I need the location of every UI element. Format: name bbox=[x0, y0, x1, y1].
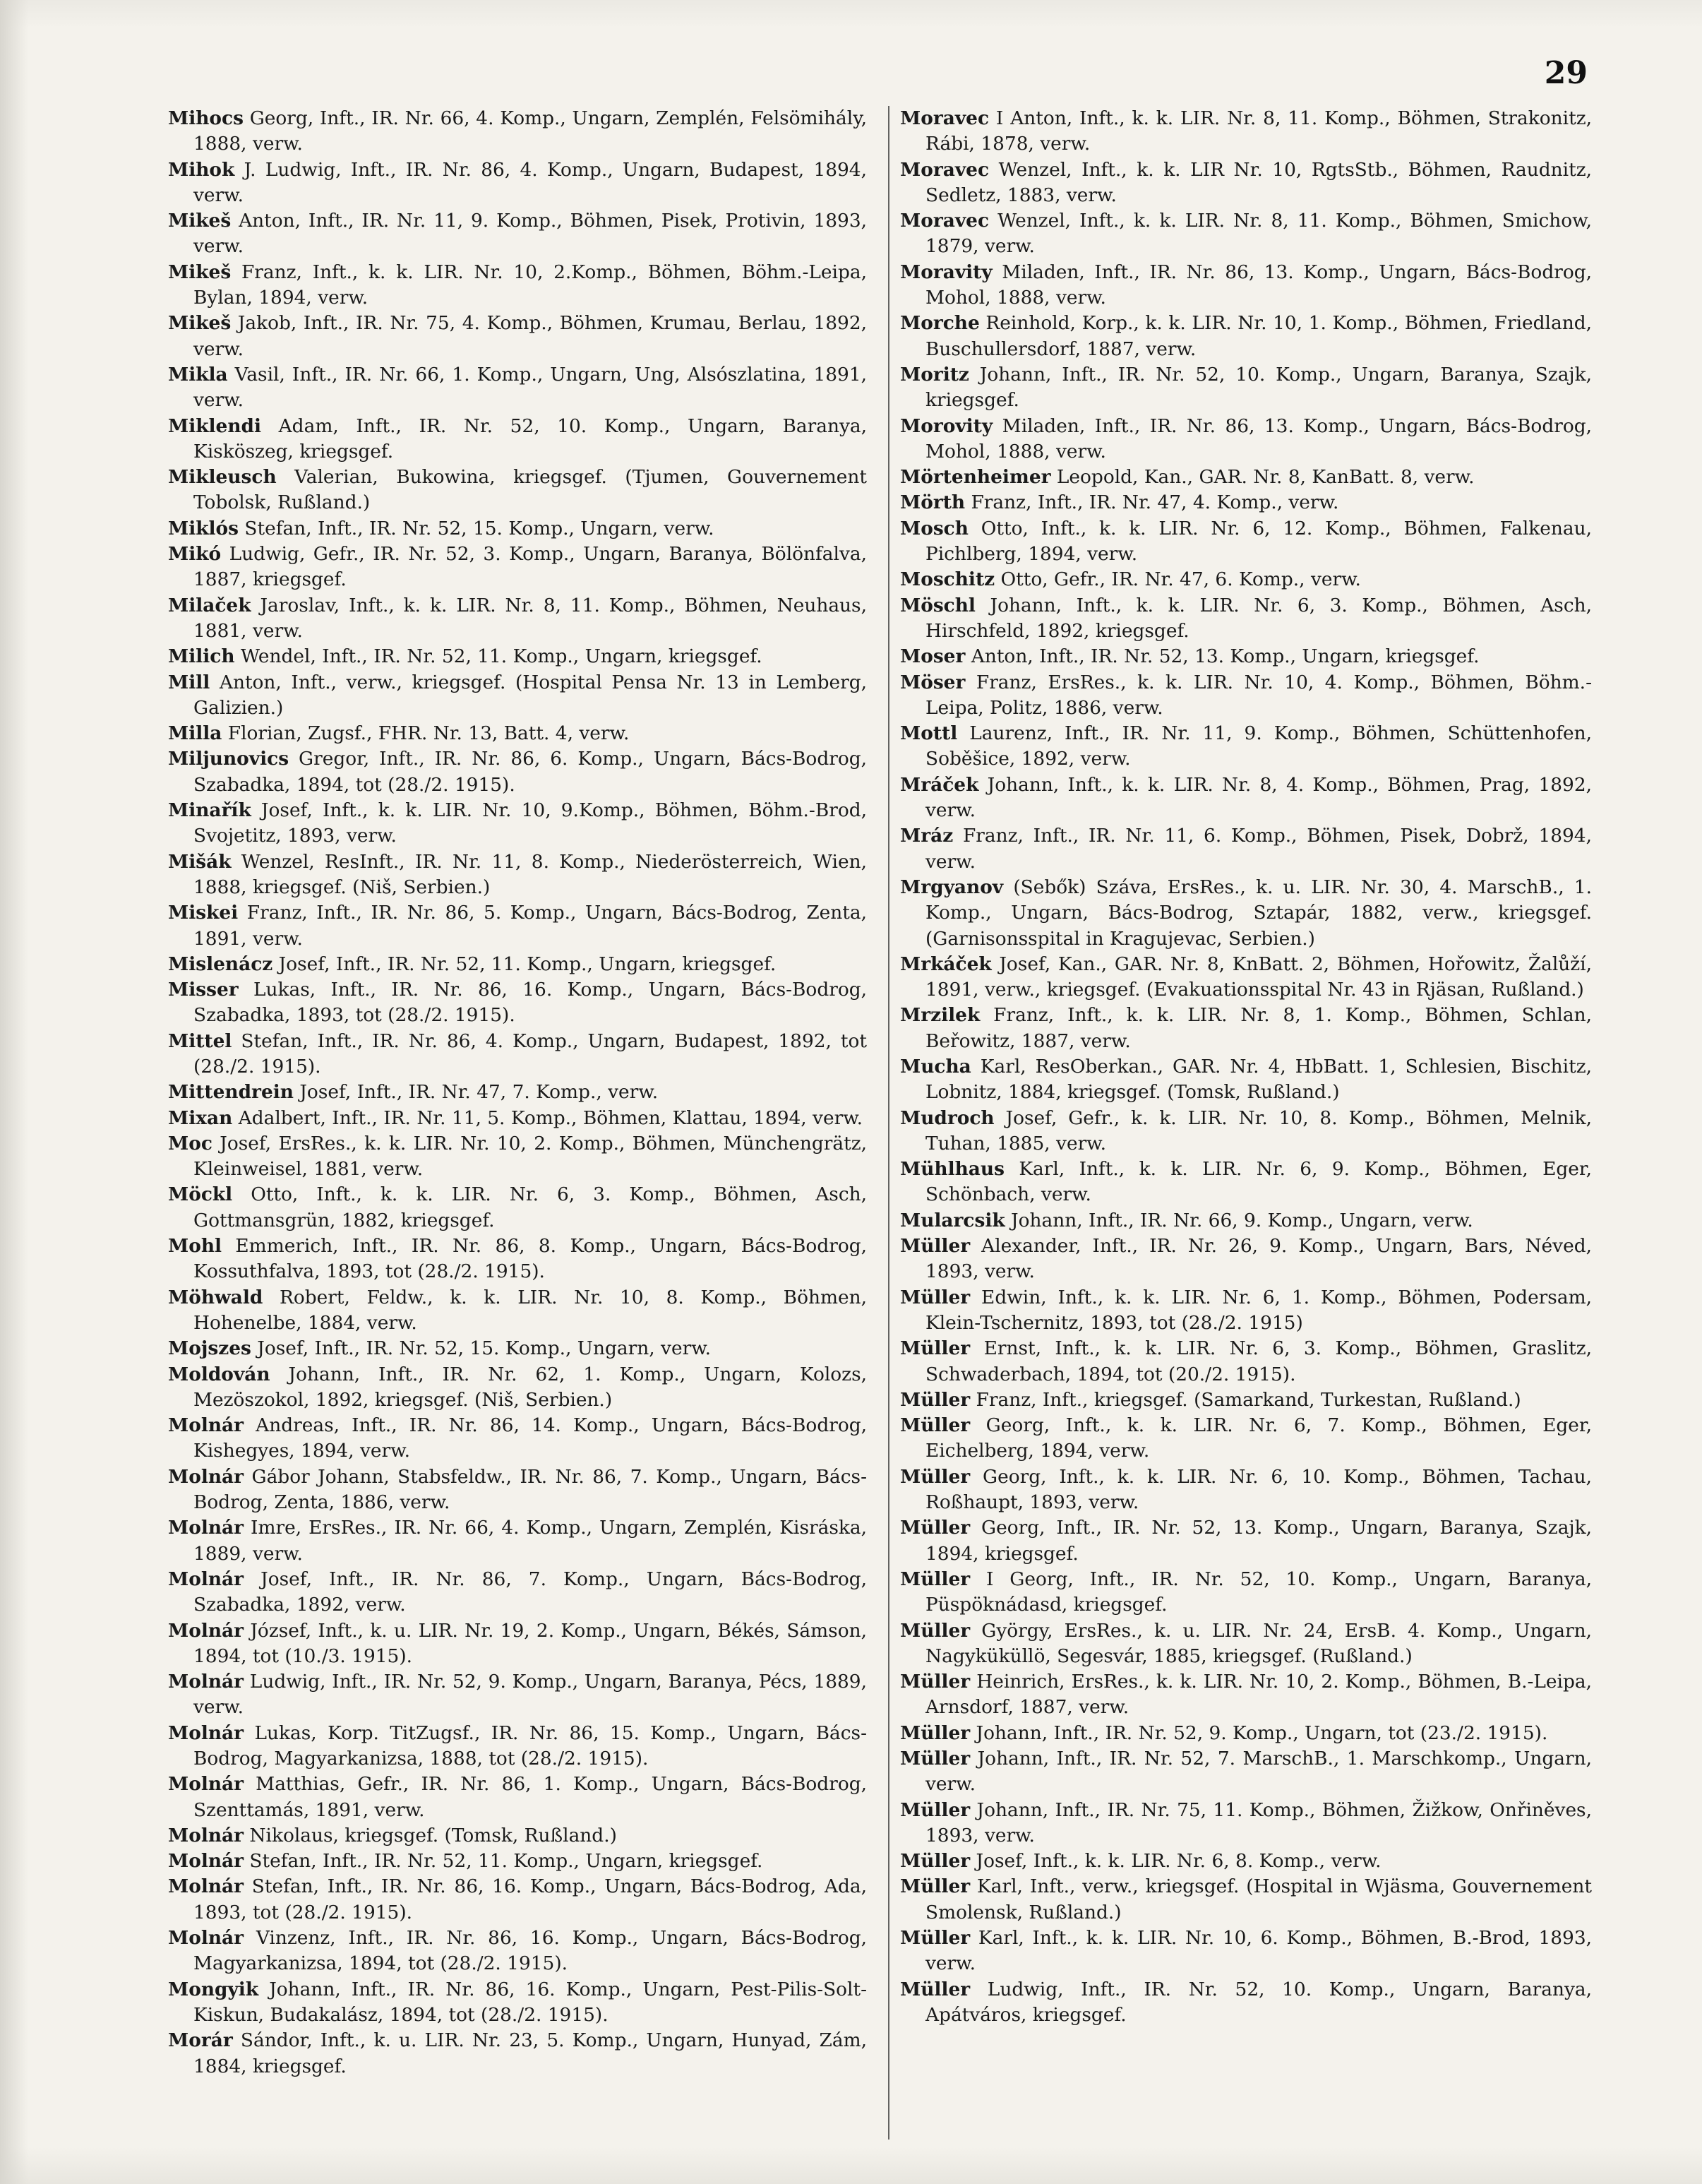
entry-details: Sándor, Inft., k. u. LIR. Nr. 23, 5. Komp., Ungarn, Hunyad, Zám, 1884, kriegsgef. bbox=[193, 2029, 867, 2077]
list-entry bbox=[900, 1669, 1592, 1721]
list-entry bbox=[168, 1618, 867, 1670]
list-entry bbox=[168, 670, 867, 722]
page-number: 29 bbox=[1544, 55, 1588, 91]
list-entry bbox=[900, 106, 1592, 157]
entry-surname: Miskei bbox=[168, 902, 239, 924]
entry-details: Georg, Inft., IR. Nr. 66, 4. Komp., Ungarn, Zemplén, Felsömihály, 1888, verw. bbox=[193, 107, 867, 155]
entry-details: Gregor, Inft., IR. Nr. 86, 6. Komp., Ungarn, Bács-Bodrog, Szabadka, 1894, tot (28./2. 1915). bbox=[193, 748, 867, 796]
list-entry bbox=[168, 977, 867, 1029]
list-entry bbox=[900, 644, 1592, 669]
list-entry bbox=[168, 1413, 867, 1464]
entry-surname: Mudroch bbox=[900, 1106, 995, 1129]
entry-surname: Morovity bbox=[900, 414, 993, 437]
list-entry bbox=[168, 1464, 867, 1516]
entry-details: Johann, Inft., IR. Nr. 52, 7. MarschB., 1. Marschkomp., Ungarn, verw. bbox=[925, 1748, 1592, 1796]
entry-details: Franz, Inft., kriegsgef. (Samarkand, Turkestan, Rußland.) bbox=[970, 1388, 1521, 1411]
entry-surname: Molnár bbox=[168, 1517, 244, 1539]
entry-details: Stefan, Inft., IR. Nr. 52, 11. Komp., Ungarn, kriegsgef. bbox=[244, 1850, 763, 1873]
list-entry bbox=[168, 2028, 867, 2079]
entry-details: Georg, Inft., k. k. LIR. Nr. 6, 7. Komp., Böhmen, Eger, Eichelberg, 1894, verw. bbox=[925, 1414, 1592, 1462]
entry-surname: Moldován bbox=[168, 1363, 270, 1385]
list-entry bbox=[168, 1182, 867, 1234]
list-entry bbox=[168, 1029, 867, 1080]
entry-details: Imre, ErsRes., IR. Nr. 66, 4. Komp., Ungarn, Zemplén, Kisráska, 1889, verw. bbox=[193, 1517, 867, 1565]
list-entry bbox=[900, 567, 1592, 592]
entry-details: I Anton, Inft., k. k. LIR. Nr. 8, 11. Komp., Böhmen, Strakonitz, Rábi, 1878, verw. bbox=[925, 107, 1592, 155]
entry-details: Ludwig, Gefr., IR. Nr. 52, 3. Komp., Ungarn, Baranya, Bölönfalva, 1887, kriegsgef. bbox=[193, 543, 867, 591]
entry-surname: Möser bbox=[900, 671, 966, 693]
entry-details: Nikolaus, kriegsgef. (Tomsk, Rußland.) bbox=[244, 1824, 617, 1846]
entry-details: Otto, Inft., k. k. LIR. Nr. 6, 12. Komp., Böhmen, Falkenau, Pichlberg, 1894, verw. bbox=[925, 517, 1592, 566]
entry-details: Karl, ResOberkan., GAR. Nr. 4, HbBatt. 1, Schlesien, Bischitz, Lobnitz, 1884, kriegsgef. (Tomsk, Rußland.) bbox=[925, 1055, 1592, 1104]
entry-surname: Miklendi bbox=[168, 414, 262, 437]
list-entry bbox=[168, 1874, 867, 1926]
entry-surname: Mikeš bbox=[168, 261, 232, 283]
entry-details: Johann, Inft., IR. Nr. 66, 9. Komp., Ungarn, verw. bbox=[1005, 1209, 1473, 1231]
entry-details: Wendel, Inft., IR. Nr. 52, 11. Komp., Ungarn, kriegsgef. bbox=[234, 645, 762, 668]
entry-details: Stefan, Inft., IR. Nr. 86, 16. Komp., Ungarn, Bács-Bodrog, Ada, 1893, tot (28./2. 1915). bbox=[193, 1875, 867, 1923]
list-entry bbox=[900, 490, 1592, 515]
entry-details: Vasil, Inft., IR. Nr. 66, 1. Komp., Ungarn, Ung, Alsószlatina, 1891, verw. bbox=[193, 363, 867, 412]
entry-details: Wenzel, Inft., k. k. LIR. Nr. 8, 11. Komp., Böhmen, Smichow, 1879, verw. bbox=[925, 210, 1592, 258]
list-entry bbox=[900, 311, 1592, 362]
entry-surname: Müller bbox=[900, 1850, 971, 1873]
entry-details: Laurenz, Inft., IR. Nr. 11, 9. Komp., Böhmen, Schüttenhofen, Soběšice, 1892, verw. bbox=[925, 722, 1592, 770]
list-entry bbox=[168, 1285, 867, 1337]
entry-details: Stefan, Inft., IR. Nr. 52, 15. Komp., Ungarn, verw. bbox=[239, 517, 714, 539]
entry-surname: Möschl bbox=[900, 594, 976, 616]
list-entry bbox=[168, 362, 867, 414]
entry-surname: Müller bbox=[900, 1748, 971, 1770]
entry-surname: Molnár bbox=[168, 1721, 244, 1744]
entry-surname: Misser bbox=[168, 979, 239, 1001]
list-entry bbox=[168, 1926, 867, 1977]
entry-details: Franz, Inft., k. k. LIR. Nr. 8, 1. Komp., Böhmen, Schlan, Beřowitz, 1887, verw. bbox=[925, 1004, 1592, 1052]
list-entry bbox=[900, 875, 1592, 952]
entry-surname: Molnár bbox=[168, 1850, 244, 1873]
entry-surname: Müller bbox=[900, 1619, 971, 1642]
list-entry bbox=[900, 516, 1592, 568]
entry-details: Lukas, Inft., IR. Nr. 86, 16. Komp., Ungarn, Bács-Bodrog, Szabadka, 1893, tot (28./2. 1915). bbox=[193, 979, 867, 1027]
entry-surname: Mikleusch bbox=[168, 466, 277, 489]
entry-surname: Mihok bbox=[168, 158, 235, 181]
entry-details: Emmerich, Inft., IR. Nr. 86, 8. Komp., Ungarn, Bács-Bodrog, Kossuthfalva, 1893, tot (28./2. 1915). bbox=[193, 1235, 867, 1283]
list-entry bbox=[168, 1772, 867, 1823]
entry-details: Johann, Inft., IR. Nr. 86, 16. Komp., Ungarn, Pest-Pilis-Solt-Kiskun, Budakalász, 1894, tot (28./2. 1915). bbox=[193, 1978, 867, 2026]
list-entry bbox=[900, 1336, 1592, 1388]
list-entry bbox=[168, 593, 867, 645]
list-entry bbox=[900, 1977, 1592, 2029]
entry-details: Wenzel, Inft., k. k. LIR Nr. 10, RgtsStb., Böhmen, Raudnitz, Sedletz, 1883, verw. bbox=[925, 158, 1592, 206]
entry-details: Johann, Inft., IR. Nr. 52, 10. Komp., Ungarn, Baranya, Szajk, kriegsgef. bbox=[925, 363, 1592, 412]
list-entry bbox=[900, 1003, 1592, 1054]
entry-details: Karl, Inft., k. k. LIR. Nr. 10, 6. Komp., Böhmen, B.-Brod, 1893, verw. bbox=[925, 1927, 1592, 1975]
left-column bbox=[168, 106, 867, 2079]
entry-surname: Moravec bbox=[900, 210, 990, 232]
list-entry bbox=[168, 644, 867, 669]
entry-details: Miladen, Inft., IR. Nr. 86, 13. Komp., Ungarn, Bács-Bodrog, Mohol, 1888, verw. bbox=[925, 261, 1592, 309]
entry-surname: Müller bbox=[900, 1927, 971, 1950]
entry-details: Otto, Gefr., IR. Nr. 47, 6. Komp., verw. bbox=[995, 568, 1361, 591]
list-entry bbox=[900, 1798, 1592, 1849]
entry-surname: Moser bbox=[900, 645, 966, 668]
entry-surname: Molnár bbox=[168, 1414, 244, 1437]
entry-details: Josef, Inft., IR. Nr. 52, 11. Komp., Ungarn, kriegsgef. bbox=[272, 953, 777, 975]
list-entry bbox=[900, 1567, 1592, 1618]
list-entry bbox=[900, 1464, 1592, 1516]
entry-details: Leopold, Kan., GAR. Nr. 8, KanBatt. 8, verw. bbox=[1050, 466, 1475, 489]
entry-surname: Mörth bbox=[900, 491, 966, 514]
entry-surname: Müller bbox=[900, 1978, 971, 2000]
entry-surname: Müller bbox=[900, 1286, 971, 1308]
entry-surname: Milla bbox=[168, 722, 222, 745]
entry-details: Heinrich, ErsRes., k. k. LIR. Nr. 10, 2. Komp., Böhmen, B.-Leipa, Arnsdorf, 1887, verw. bbox=[925, 1671, 1592, 1719]
entry-surname: Moravec bbox=[900, 107, 990, 129]
list-entry bbox=[900, 772, 1592, 824]
entry-surname: Müller bbox=[900, 1388, 971, 1411]
entry-details: Otto, Inft., k. k. LIR. Nr. 6, 3. Komp., Böhmen, Asch, Gottmansgrün, 1882, kriegsgef. bbox=[193, 1183, 867, 1231]
entry-surname: Mrkáček bbox=[900, 953, 992, 975]
entry-surname: Müller bbox=[900, 1235, 971, 1258]
entry-surname: Moc bbox=[168, 1132, 212, 1154]
list-entry bbox=[168, 542, 867, 593]
entry-details: Georg, Inft., IR. Nr. 52, 13. Komp., Ungarn, Baranya, Szajk, 1894, kriegsgef. bbox=[925, 1517, 1592, 1565]
list-entry bbox=[900, 1849, 1592, 1874]
entry-surname: Mikó bbox=[168, 543, 222, 566]
entry-details: Jakob, Inft., IR. Nr. 75, 4. Komp., Böhmen, Krumau, Berlau, 1892, verw. bbox=[193, 312, 867, 360]
list-entry bbox=[900, 260, 1592, 311]
entry-surname: Mongyik bbox=[168, 1978, 259, 2000]
entry-surname: Müller bbox=[900, 1671, 971, 1693]
list-entry bbox=[168, 1669, 867, 1721]
entry-surname: Moritz bbox=[900, 363, 969, 386]
column-divider bbox=[888, 106, 889, 2140]
entry-details: Ludwig, Inft., IR. Nr. 52, 10. Komp., Ungarn, Baranya, Apátváros, kriegsgef. bbox=[925, 1978, 1592, 2026]
entry-details: Franz, Inft., IR. Nr. 86, 5. Komp., Ungarn, Bács-Bodrog, Zenta, 1891, verw. bbox=[193, 902, 867, 950]
entry-details: Josef, Inft., k. k. LIR. Nr. 10, 9.Komp., Böhmen, Böhm.-Brod, Svojetitz, 1893, verw. bbox=[193, 799, 867, 847]
entry-surname: Mislenácz bbox=[168, 953, 273, 975]
entry-details: Wenzel, ResInft., IR. Nr. 11, 8. Komp., Niederösterreich, Wien, 1888, kriegsgef. (Niš, Serbien.) bbox=[193, 850, 867, 898]
entry-surname: Mrzilek bbox=[900, 1004, 981, 1027]
entry-details: Anton, Inft., IR. Nr. 52, 13. Komp., Ungarn, kriegsgef. bbox=[965, 645, 1480, 668]
entry-details: Jaroslav, Inft., k. k. LIR. Nr. 8, 11. Komp., Böhmen, Neuhaus, 1881, verw. bbox=[193, 594, 867, 642]
list-entry bbox=[168, 260, 867, 311]
entry-details: Johann, Inft., IR. Nr. 75, 11. Komp., Böhmen, Žižkow, Onřiněves, 1893, verw. bbox=[925, 1798, 1592, 1846]
list-entry bbox=[900, 1721, 1592, 1746]
entry-surname: Mittendrein bbox=[168, 1081, 294, 1104]
list-entry bbox=[900, 1157, 1592, 1208]
entry-surname: Miljunovics bbox=[168, 748, 289, 770]
list-entry bbox=[168, 952, 867, 977]
entry-details: Ernst, Inft., k. k. LIR. Nr. 6, 3. Komp., Böhmen, Graslitz, Schwaderbach, 1894, tot (20./2. 1915). bbox=[925, 1337, 1592, 1385]
list-entry bbox=[168, 900, 867, 952]
entry-surname: Molnár bbox=[168, 1465, 244, 1488]
list-entry bbox=[900, 1054, 1592, 1106]
entry-details: Josef, ErsRes., k. k. LIR. Nr. 10, 2. Komp., Böhmen, Münchengrätz, Kleinweisel, 1881, verw. bbox=[193, 1132, 867, 1181]
list-entry bbox=[168, 746, 867, 798]
entry-details: Florian, Zugsf., FHR. Nr. 13, Batt. 4, verw. bbox=[222, 722, 630, 745]
entry-details: Franz, Inft., IR. Nr. 11, 6. Komp., Böhmen, Pisek, Dobrž, 1894, verw. bbox=[925, 825, 1592, 873]
entry-details: Karl, Inft., verw., kriegsgef. (Hospital in Wjäsma, Gouvernement Smolensk, Rußland.) bbox=[925, 1875, 1592, 1923]
entry-details: Josef, Gefr., k. k. LIR. Nr. 10, 8. Komp., Böhmen, Melnik, Tuhan, 1885, verw. bbox=[925, 1106, 1592, 1154]
entry-details: Vinzenz, Inft., IR. Nr. 86, 16. Komp., Ungarn, Bács-Bodrog, Magyarkanizsa, 1894, tot (28./2. 1915). bbox=[193, 1927, 867, 1975]
list-entry bbox=[168, 157, 867, 209]
entry-details: Josef, Inft., IR. Nr. 52, 15. Komp., Ungarn, verw. bbox=[251, 1337, 712, 1360]
list-entry bbox=[900, 1515, 1592, 1567]
entry-details: József, Inft., k. u. LIR. Nr. 19, 2. Komp., Ungarn, Békés, Sámson, 1894, tot (10./3. 1915). bbox=[193, 1619, 867, 1667]
entry-surname: Müller bbox=[900, 1414, 971, 1437]
list-entry bbox=[900, 362, 1592, 414]
entry-details: Adalbert, Inft., IR. Nr. 11, 5. Komp., Böhmen, Klattau, 1894, verw. bbox=[232, 1106, 863, 1129]
entry-surname: Müller bbox=[900, 1337, 971, 1360]
entry-details: Georg, Inft., k. k. LIR. Nr. 6, 10. Komp., Böhmen, Tachau, Roßhaupt, 1893, verw. bbox=[925, 1465, 1592, 1514]
list-entry bbox=[168, 516, 867, 542]
entry-details: Anton, Inft., verw., kriegsgef. (Hospital Pensa Nr. 13 in Lemberg, Galizien.) bbox=[193, 671, 867, 719]
entry-details: Stefan, Inft., IR. Nr. 86, 4. Komp., Ungarn, Budapest, 1892, tot (28./2. 1915). bbox=[193, 1030, 867, 1078]
entry-surname: Minařík bbox=[168, 799, 251, 822]
entry-details: Miladen, Inft., IR. Nr. 86, 13. Komp., Ungarn, Bács-Bodrog, Mohol, 1888, verw. bbox=[925, 414, 1592, 463]
page-edge-shadow bbox=[0, 0, 28, 2184]
entry-surname: Müller bbox=[900, 1875, 971, 1898]
entry-surname: Mikeš bbox=[168, 210, 232, 232]
entry-surname: Müller bbox=[900, 1517, 971, 1539]
entry-surname: Mottl bbox=[900, 722, 958, 745]
entry-surname: Mixan bbox=[168, 1106, 233, 1129]
entry-details: Edwin, Inft., k. k. LIR. Nr. 6, 1. Komp., Böhmen, Podersam, Klein-Tschernitz, 1893, tot (28./2. 1915) bbox=[925, 1286, 1592, 1334]
entry-surname: Moschitz bbox=[900, 568, 995, 591]
list-entry bbox=[168, 1567, 867, 1618]
entry-details: Anton, Inft., IR. Nr. 11, 9. Komp., Böhmen, Pisek, Protivin, 1893, verw. bbox=[193, 210, 867, 258]
entry-surname: Mrgyanov bbox=[900, 876, 1004, 898]
entry-surname: Molnár bbox=[168, 1619, 244, 1642]
list-entry bbox=[900, 465, 1592, 490]
entry-details: Josef, Inft., IR. Nr. 47, 7. Komp., verw. bbox=[293, 1081, 659, 1104]
entry-details: Reinhold, Korp., k. k. LIR. Nr. 10, 1. Komp., Böhmen, Friedland, Buschullersdorf, 1887, verw. bbox=[925, 312, 1592, 360]
entry-surname: Mucha bbox=[900, 1055, 971, 1078]
list-entry bbox=[168, 721, 867, 746]
entry-details: Gábor Johann, Stabsfeldw., IR. Nr. 86, 7. Komp., Ungarn, Bács-Bodrog, Zenta, 1886, verw. bbox=[193, 1465, 867, 1514]
entry-surname: Mosch bbox=[900, 517, 969, 539]
entry-surname: Müller bbox=[900, 1465, 971, 1488]
list-entry bbox=[168, 414, 867, 465]
list-entry bbox=[900, 670, 1592, 722]
entry-details: (Sebők) Száva, ErsRes., k. u. LIR. Nr. 30, 4. MarschB., 1. Komp., Ungarn, Bács-Bodrog, Sztapár, 1882, verw., kriegsgef. (Garnisonsspital in Kragujevac, Serbien.) bbox=[925, 876, 1592, 950]
list-entry bbox=[168, 798, 867, 849]
entry-details: Robert, Feldw., k. k. LIR. Nr. 10, 8. Komp., Böhmen, Hohenelbe, 1884, verw. bbox=[193, 1286, 867, 1334]
entry-surname: Molnár bbox=[168, 1671, 244, 1693]
entry-surname: Mojszes bbox=[168, 1337, 251, 1360]
entry-surname: Mittel bbox=[168, 1030, 232, 1052]
entry-surname: Mörtenheimer bbox=[900, 466, 1051, 489]
list-entry bbox=[900, 208, 1592, 260]
list-entry bbox=[168, 208, 867, 260]
list-entry bbox=[168, 1515, 867, 1567]
entry-details: Josef, Inft., k. k. LIR. Nr. 6, 8. Komp., verw. bbox=[970, 1850, 1382, 1873]
entry-surname: Mráček bbox=[900, 773, 979, 796]
entry-surname: Molnár bbox=[168, 1773, 244, 1796]
list-entry bbox=[168, 465, 867, 516]
entry-surname: Mráz bbox=[900, 825, 954, 847]
entry-surname: Molnár bbox=[168, 1824, 244, 1846]
entry-details: Franz, ErsRes., k. k. LIR. Nr. 10, 4. Komp., Böhmen, Böhm.-Leipa, Politz, 1886, verw. bbox=[925, 671, 1592, 719]
list-entry bbox=[168, 1234, 867, 1285]
list-entry bbox=[168, 1823, 867, 1849]
entry-surname: Morár bbox=[168, 2029, 233, 2052]
entry-surname: Moravity bbox=[900, 261, 993, 283]
list-entry bbox=[900, 1208, 1592, 1234]
entry-details: Karl, Inft., k. k. LIR. Nr. 6, 9. Komp., Böhmen, Eger, Schönbach, verw. bbox=[925, 1158, 1592, 1206]
entry-surname: Mihocs bbox=[168, 107, 244, 129]
entry-surname: Mikeš bbox=[168, 312, 232, 335]
entry-details: Alexander, Inft., IR. Nr. 26, 9. Komp., Ungarn, Bars, Néved, 1893, verw. bbox=[925, 1235, 1592, 1283]
list-entry bbox=[168, 1080, 867, 1105]
list-entry bbox=[900, 1388, 1592, 1413]
list-entry bbox=[900, 1618, 1592, 1670]
entry-surname: Möhwald bbox=[168, 1286, 263, 1308]
list-entry bbox=[900, 1413, 1592, 1464]
entry-surname: Mühlhaus bbox=[900, 1158, 1005, 1181]
entry-details: Josef, Kan., GAR. Nr. 8, KnBatt. 2, Böhmen, Hořowitz, Žalůží, 1891, verw., kriegsgef. (Evakuationsspital Nr. 43 in Rjäsan, Rußland.) bbox=[925, 953, 1592, 1001]
list-entry bbox=[900, 157, 1592, 209]
entry-details: Ludwig, Inft., IR. Nr. 52, 9. Komp., Ungarn, Baranya, Pécs, 1889, verw. bbox=[193, 1671, 867, 1719]
list-entry bbox=[168, 849, 867, 901]
list-entry bbox=[168, 106, 867, 157]
entry-details: Andreas, Inft., IR. Nr. 86, 14. Komp., Ungarn, Bács-Bodrog, Kishegyes, 1894, verw. bbox=[193, 1414, 867, 1462]
entry-surname: Mohl bbox=[168, 1235, 222, 1258]
entry-surname: Mill bbox=[168, 671, 210, 693]
entry-details: Franz, Inft., IR. Nr. 47, 4. Komp., verw. bbox=[965, 491, 1339, 514]
entry-surname: Molnár bbox=[168, 1875, 244, 1898]
entry-surname: Möckl bbox=[168, 1183, 233, 1206]
entry-details: Valerian, Bukowina, kriegsgef. (Tjumen, Gouvernement Tobolsk, Rußland.) bbox=[193, 466, 867, 514]
list-entry bbox=[900, 1285, 1592, 1337]
entry-surname: Müller bbox=[900, 1721, 971, 1744]
entry-details: Matthias, Gefr., IR. Nr. 86, 1. Komp., Ungarn, Bács-Bodrog, Szenttamás, 1891, verw. bbox=[193, 1773, 867, 1821]
list-entry bbox=[900, 593, 1592, 645]
entry-surname: Molnár bbox=[168, 1568, 244, 1590]
entry-details: I Georg, Inft., IR. Nr. 52, 10. Komp., Ungarn, Baranya, Püspöknádasd, kriegsgef. bbox=[925, 1568, 1592, 1616]
list-entry bbox=[168, 1362, 867, 1414]
list-entry bbox=[900, 1106, 1592, 1157]
entry-details: J. Ludwig, Inft., IR. Nr. 86, 4. Komp., Ungarn, Budapest, 1894, verw. bbox=[193, 158, 867, 206]
entry-surname: Milaček bbox=[168, 594, 251, 616]
list-entry bbox=[168, 1336, 867, 1361]
entry-surname: Moravec bbox=[900, 158, 990, 181]
entry-details: György, ErsRes., k. u. LIR. Nr. 24, ErsB. 4. Komp., Ungarn, Nagyküküllö, Segesvár, 1885, kriegsgef. (Rußland.) bbox=[925, 1619, 1592, 1667]
entry-surname: Molnár bbox=[168, 1927, 244, 1950]
list-entry bbox=[900, 1926, 1592, 1977]
list-entry bbox=[900, 952, 1592, 1003]
list-entry bbox=[900, 1234, 1592, 1285]
entry-details: Josef, Inft., IR. Nr. 86, 7. Komp., Ungarn, Bács-Bodrog, Szabadka, 1892, verw. bbox=[193, 1568, 867, 1616]
entry-surname: Mikla bbox=[168, 363, 228, 386]
list-entry bbox=[900, 823, 1592, 875]
entry-details: Franz, Inft., k. k. LIR. Nr. 10, 2.Komp., Böhmen, Böhm.-Leipa, Bylan, 1894, verw. bbox=[193, 261, 867, 309]
list-entry bbox=[900, 414, 1592, 465]
entry-details: Lukas, Korp. TitZugsf., IR. Nr. 86, 15. Komp., Ungarn, Bács-Bodrog, Magyarkanizsa, 1888, tot (28./2. 1915). bbox=[193, 1721, 867, 1770]
list-entry bbox=[168, 1849, 867, 1874]
entry-surname: Mišák bbox=[168, 850, 232, 873]
entry-surname: Miklós bbox=[168, 517, 239, 539]
entry-surname: Müller bbox=[900, 1568, 971, 1590]
entry-details: Johann, Inft., k. k. LIR. Nr. 6, 3. Komp., Böhmen, Asch, Hirschfeld, 1892, kriegsgef. bbox=[925, 594, 1592, 642]
entry-details: Johann, Inft., IR. Nr. 52, 9. Komp., Ungarn, tot (23./2. 1915). bbox=[970, 1721, 1548, 1744]
entry-details: Johann, Inft., IR. Nr. 62, 1. Komp., Ungarn, Kolozs, Mezöszokol, 1892, kriegsgef. (Niš, Serbien.) bbox=[193, 1363, 867, 1411]
list-entry bbox=[900, 721, 1592, 772]
list-entry bbox=[900, 1746, 1592, 1798]
entry-surname: Müller bbox=[900, 1798, 971, 1821]
entry-details: Adam, Inft., IR. Nr. 52, 10. Komp., Ungarn, Baranya, Kisköszeg, kriegsgef. bbox=[193, 414, 867, 463]
right-column bbox=[900, 106, 1592, 2028]
list-entry bbox=[168, 1721, 867, 1772]
list-entry bbox=[900, 1874, 1592, 1926]
entry-surname: Morche bbox=[900, 312, 980, 335]
list-entry bbox=[168, 311, 867, 362]
entry-details: Johann, Inft., k. k. LIR. Nr. 8, 4. Komp., Böhmen, Prag, 1892, verw. bbox=[925, 773, 1592, 822]
list-entry bbox=[168, 1106, 867, 1131]
entry-surname: Mularcsik bbox=[900, 1209, 1005, 1231]
list-entry bbox=[168, 1977, 867, 2029]
entry-surname: Milich bbox=[168, 645, 235, 668]
list-entry bbox=[168, 1131, 867, 1183]
